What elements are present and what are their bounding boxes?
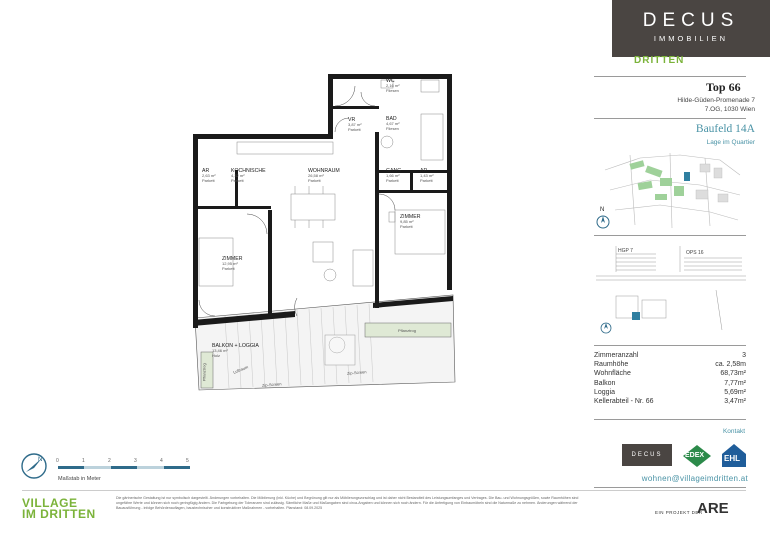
room-floor: Fliesen	[386, 87, 399, 93]
scale-tick: 4	[160, 458, 163, 464]
facts-row	[594, 388, 746, 397]
room-floor: Parkett	[348, 126, 361, 132]
svg-text:N: N	[600, 207, 605, 213]
room-name: AR	[202, 168, 210, 174]
fact-label: Raumhöhe	[594, 361, 629, 369]
planter-small-label: Pflanztrog	[201, 363, 207, 382]
room-zimmer-1	[400, 214, 420, 229]
scale-tick: 2	[108, 458, 111, 464]
room-area: 4,67 m²	[386, 121, 400, 126]
facts-row	[594, 360, 746, 369]
room-kochnische	[231, 168, 266, 183]
divider	[594, 419, 746, 420]
room-name: ZIMMER	[400, 214, 421, 220]
planter-label: Pflanztrog	[398, 328, 417, 333]
compass-north-icon	[596, 204, 612, 230]
decus-partner-text: DECUS	[631, 452, 663, 458]
site-plan	[596, 240, 748, 340]
project-top-label: DRITTEN	[634, 55, 685, 66]
disclaimer-text: Die gärtnerische Gestaltung ist nur symbolisch dargestellt. Änderungen vorbehalten. Die Möblierung (inkl. Küche) und Begrünung gilt nur als Möblierungsvorschlag und ist daher nicht Bestandteil des Leistungsumfanges und Vertrages. Die Bau- und Wohnungsgrößen, sowie Raumhöhen sind ungefähre Werte und können sich noch geringfügig ändern. Die Farbgebung der Toleranzen sind zulässig. Sämtliche Maße und Maßangaben sind circa-Angaben und können sich noch ändern. Für die Anfertigung von Einbaumöbeln sind die Naturmaße zu nehmen. Änderungen während der Bauausführung - infolge Behördenauflagen, baustechnischer und konstruktiver Maßnahmen - vorbehalten. Planstand: 08.09.2025	[116, 496, 579, 510]
site-label-ops: OPS 16	[686, 250, 704, 256]
facts-table	[594, 351, 746, 406]
projekt-label: EIN PROJEKT DER	[655, 510, 703, 515]
room-name: WC	[386, 78, 395, 84]
room-name: AR	[420, 168, 428, 174]
room-area: 26,58 m²	[308, 173, 324, 178]
luftraum-label: Luftraum	[232, 364, 249, 375]
village-logo-line2: IM DRITTEN	[22, 507, 96, 521]
room-floor: Parkett	[222, 265, 235, 271]
scale-tick: 3	[134, 458, 137, 464]
room-gang	[386, 168, 401, 183]
scale-bar	[58, 466, 190, 469]
divider	[594, 235, 746, 236]
baufeld-subtitle: Lage im Quartier	[706, 139, 755, 146]
room-floor: Parkett	[231, 177, 244, 183]
room-area: 12,95 m²	[222, 261, 238, 266]
decus-logo	[612, 0, 770, 57]
facts-row	[594, 369, 746, 378]
fact-label: Wohnfläche	[594, 370, 631, 378]
decus-partner-logo	[622, 444, 672, 466]
room-area: 2,16 m²	[386, 83, 400, 88]
room-floor: Parkett	[386, 177, 399, 183]
facts-row	[594, 397, 746, 406]
contact-email[interactable]: wohnen@villageimdritten.at	[641, 474, 748, 483]
room-wohnraum	[308, 168, 340, 183]
room-floor: Parkett	[202, 177, 215, 183]
fact-label: Kellerabteil - Nr. 66	[594, 397, 654, 405]
room-ar-2	[420, 168, 434, 183]
compass-icon	[20, 452, 48, 480]
unit-address-line1: Hilde-Güden-Promenade 7	[677, 97, 755, 104]
fact-value: 7,77m²	[724, 379, 746, 387]
room-area: 4,32 m²	[231, 173, 245, 178]
room-ar-1	[202, 168, 216, 183]
scale-tick: 5	[186, 458, 189, 464]
are-logo: ARE	[697, 500, 729, 517]
fact-label: Loggia	[594, 388, 616, 396]
village-logo	[22, 498, 96, 520]
ehl-logo	[720, 442, 748, 468]
fact-value: 3,47m²	[724, 397, 746, 405]
fact-value: ca. 2,58m	[715, 361, 746, 369]
room-name: KOCHNISCHE	[231, 168, 266, 174]
contact-heading: Kontakt	[722, 428, 745, 435]
ehl-text: EHL	[724, 454, 740, 463]
zip-screen-label-1: Zip-Screen	[261, 381, 282, 388]
room-area: 2,63 m²	[202, 173, 216, 178]
baufeld-title: Baufeld 14A	[695, 123, 755, 135]
room-balkon-loggia	[212, 343, 259, 358]
room-wc	[386, 78, 400, 93]
room-floor: Parkett	[308, 177, 321, 183]
site-label-hgp: HGP 7	[618, 248, 633, 254]
divider	[594, 118, 746, 119]
fact-label: Balkon	[594, 379, 616, 387]
fact-value: 5,69m²	[724, 388, 746, 396]
room-floor: Parkett	[420, 177, 433, 183]
scale-label: Maßstab in Meter	[58, 476, 101, 482]
room-name: BALKON + LOGGIA	[212, 343, 259, 349]
room-area: 1,43 m²	[420, 173, 434, 178]
scale-tick: 0	[56, 458, 59, 464]
room-name: BAD	[386, 116, 397, 122]
room-area: 3,87 m²	[348, 122, 362, 127]
room-name: VR	[348, 117, 356, 123]
svg-text:N: N	[38, 457, 43, 463]
room-floor: Fliesen	[386, 125, 399, 131]
brand-name: DECUS	[642, 10, 740, 31]
fact-value: 3	[742, 352, 746, 359]
brand-subtitle: IMMOBILIEN	[653, 34, 729, 43]
room-name: ZIMMER	[222, 256, 243, 262]
footer-divider	[22, 490, 746, 491]
facts-row	[594, 351, 746, 360]
edex-text: EDEX	[685, 452, 705, 459]
facts-row	[594, 379, 746, 388]
room-zimmer-2	[222, 256, 242, 271]
room-floor: Holz	[212, 352, 221, 358]
location-map	[600, 150, 746, 230]
unit-address-line2: 7.OG, 1030 Wien	[704, 106, 755, 113]
room-name: WOHNRAUM	[308, 168, 340, 174]
fact-label: Zimmeranzahl	[594, 352, 639, 359]
room-area: 9,85 m²	[400, 219, 414, 224]
highlight-building	[684, 172, 690, 181]
divider	[594, 76, 746, 77]
room-floor: Parkett	[400, 223, 413, 229]
unit-title: Top 66	[706, 80, 741, 94]
room-vr	[348, 117, 362, 132]
divider	[594, 345, 746, 346]
divider	[594, 487, 746, 488]
room-area: 13,46 m²	[212, 348, 228, 353]
room-area: 1,66 m²	[386, 173, 400, 178]
village-logo-line1: VILLAGE	[22, 496, 78, 510]
fact-value: 68,73m²	[720, 370, 746, 378]
room-name: GANG	[386, 168, 402, 174]
scale-tick: 1	[82, 458, 85, 464]
edex-logo	[682, 444, 712, 468]
room-bad	[386, 116, 400, 131]
zip-screen-label-2: Zip-Screen	[346, 369, 367, 376]
